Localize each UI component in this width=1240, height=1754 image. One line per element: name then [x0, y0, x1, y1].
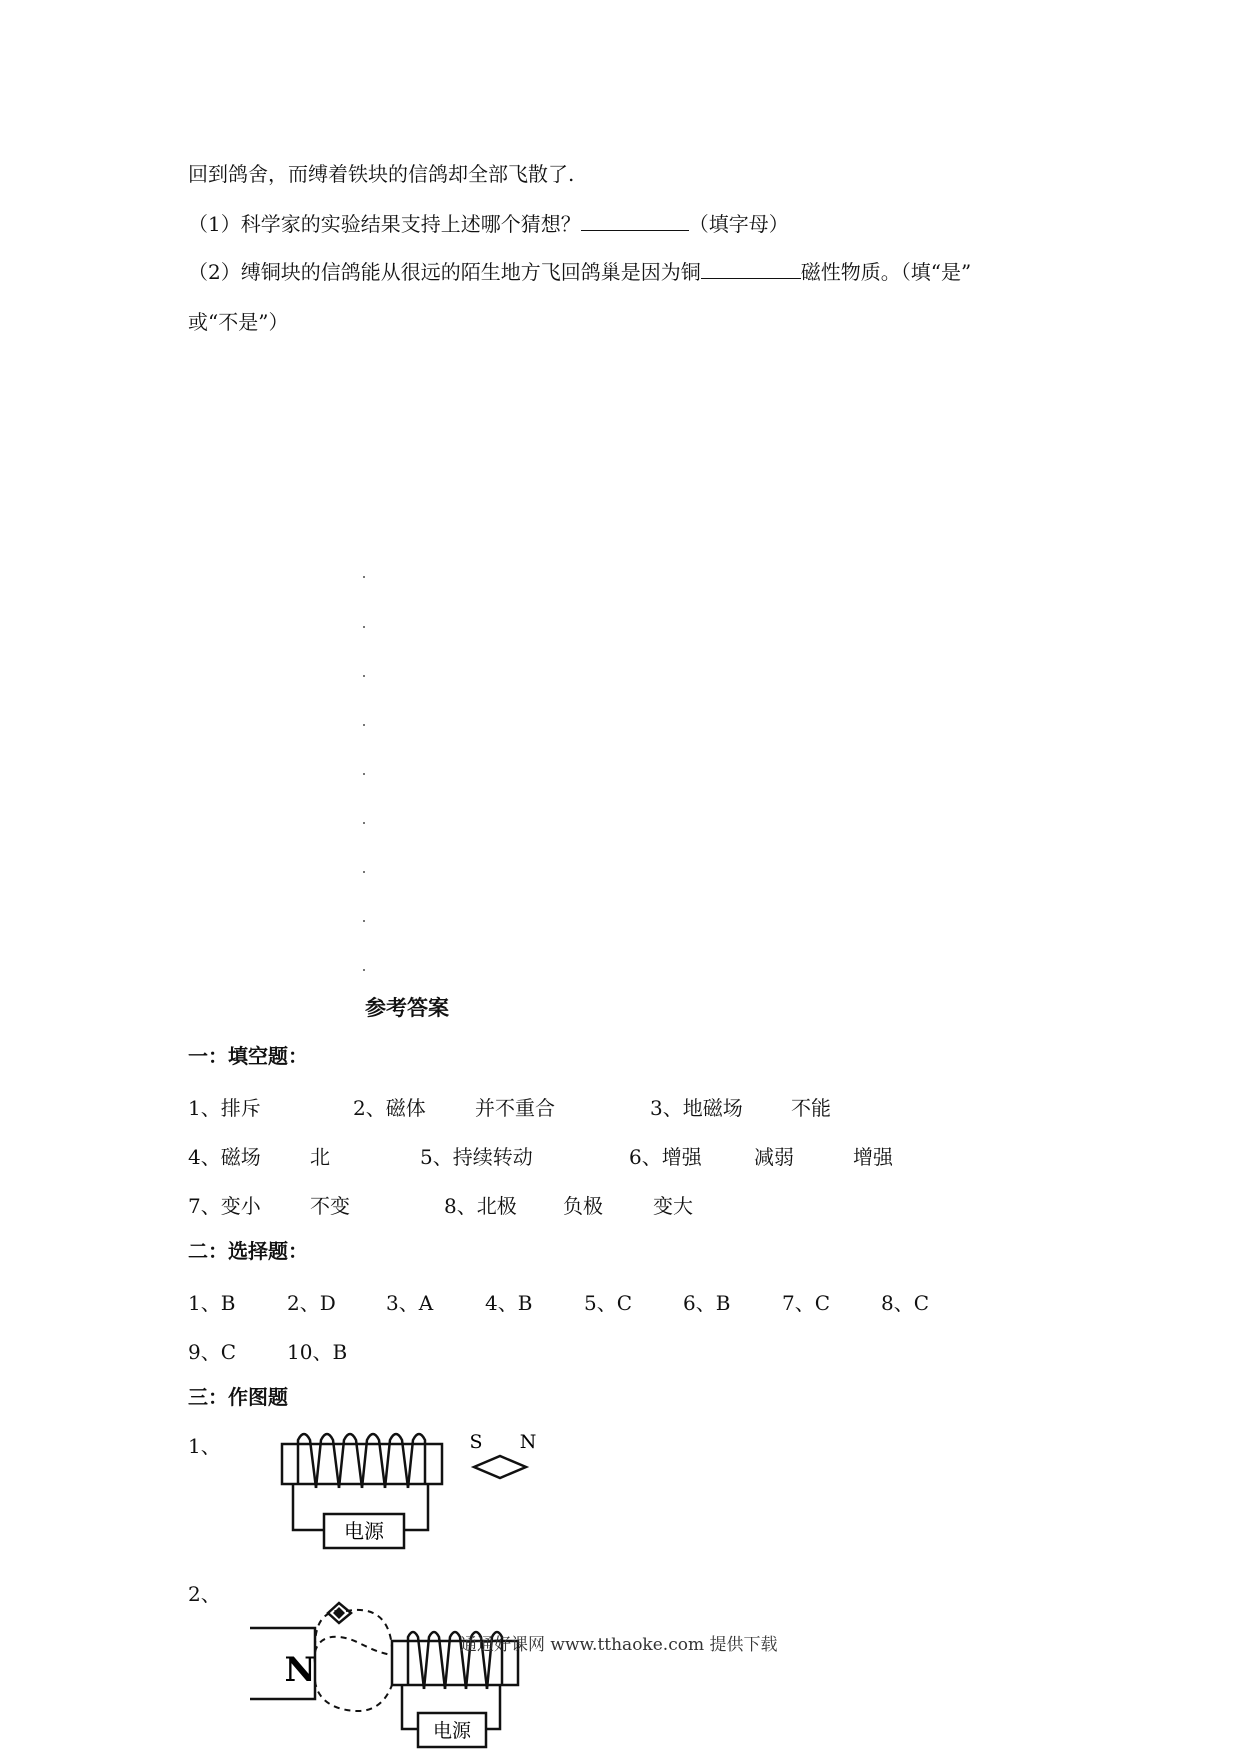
choice-answer: 5、C — [584, 1291, 633, 1315]
figure-2-label: 2、 — [188, 1582, 221, 1606]
section-3-heading: 三：作图题 — [188, 1385, 288, 1409]
dot-mark — [363, 724, 365, 726]
answer-item: 3、地磁场 — [650, 1096, 743, 1120]
answer-blank-2[interactable] — [701, 258, 801, 279]
question-2-line-2: 或“不是”） — [188, 310, 289, 334]
answer-item: 8、北极 — [444, 1194, 517, 1218]
compass-needle — [474, 1456, 526, 1478]
answer-item: 不变 — [310, 1194, 350, 1218]
choice-answer: 2、D — [287, 1291, 336, 1315]
dot-mark — [363, 969, 365, 971]
question-1-tail: （填字母） — [688, 212, 789, 236]
choice-answer: 8、C — [881, 1291, 930, 1315]
magnetic-field-lines — [315, 1610, 392, 1711]
magnet-n-label: N — [284, 1650, 316, 1690]
figure-1-label: 1、 — [188, 1434, 221, 1458]
answer-item: 增强 — [853, 1145, 893, 1169]
choice-answer: 7、C — [782, 1291, 831, 1315]
footer-source: 通通好课网 www.tthaoke.com 提供下载 — [460, 1635, 778, 1655]
answer-blank-1[interactable] — [581, 210, 689, 231]
section-2-heading: 二：选择题： — [188, 1239, 308, 1263]
choice-answer: 9、C — [188, 1340, 237, 1364]
dot-mark — [363, 773, 365, 775]
answer-item: 减弱 — [754, 1145, 794, 1169]
power-supply-label: 电源 — [344, 1519, 384, 1543]
figure-2-magnet-solenoid-diagram — [250, 1585, 530, 1754]
answer-item: 北 — [310, 1145, 330, 1169]
dot-mark — [363, 822, 365, 824]
choice-answer: 4、B — [485, 1291, 533, 1315]
section-1-heading: 一：填空题： — [188, 1044, 308, 1068]
answer-item: 4、磁场 — [188, 1145, 261, 1169]
choice-answers-row-2 — [188, 1336, 1088, 1364]
dot-mark — [363, 920, 365, 922]
dot-mark — [363, 576, 365, 578]
pole-s-label: S — [469, 1431, 483, 1453]
question-2 — [188, 258, 971, 286]
question-2-tail: 磁性物质。（填“是” — [800, 260, 972, 284]
answer-item: 7、变小 — [188, 1194, 261, 1218]
answer-item: 2、磁体 — [353, 1096, 426, 1120]
answer-item: 1、排斥 — [188, 1096, 261, 1120]
fill-answers-row-1 — [188, 1092, 1088, 1120]
choice-answer: 1、B — [188, 1291, 236, 1315]
fill-answers-row-2 — [188, 1141, 1088, 1169]
choice-answer: 6、B — [683, 1291, 731, 1315]
answer-item: 6、增强 — [629, 1145, 702, 1169]
fill-answers-row-3 — [188, 1190, 1088, 1218]
choice-answer: 3、A — [386, 1291, 434, 1315]
pole-n-label: N — [519, 1431, 537, 1453]
question-2-text: （2）缚铜块的信鸽能从很远的陌生地方飞回鸽巢是因为铜 — [188, 260, 701, 284]
coil-windings — [298, 1434, 425, 1488]
question-1 — [188, 210, 789, 238]
answer-item: 负极 — [563, 1194, 603, 1218]
choice-answer: 10、B — [287, 1340, 348, 1364]
answer-item: 变大 — [653, 1194, 693, 1218]
question-line-1: 回到鸽舍，而缚着铁块的信鸽却全部飞散了. — [188, 162, 575, 186]
dot-mark — [363, 675, 365, 677]
choice-answers-row-1 — [188, 1287, 1088, 1315]
dot-mark — [363, 626, 365, 628]
dot-mark — [363, 871, 365, 873]
compass-needle-fill — [333, 1607, 345, 1619]
figure-1-solenoid-diagram — [270, 1420, 560, 1560]
answer-item: 不能 — [791, 1096, 831, 1120]
answer-item: 5、持续转动 — [420, 1145, 533, 1169]
power-supply-label: 电源 — [432, 1720, 472, 1742]
question-1-text: （1）科学家的实验结果支持上述哪个猜想？ — [188, 212, 581, 236]
answer-item: 并不重合 — [475, 1096, 555, 1120]
answers-title: 参考答案 — [365, 996, 449, 1020]
